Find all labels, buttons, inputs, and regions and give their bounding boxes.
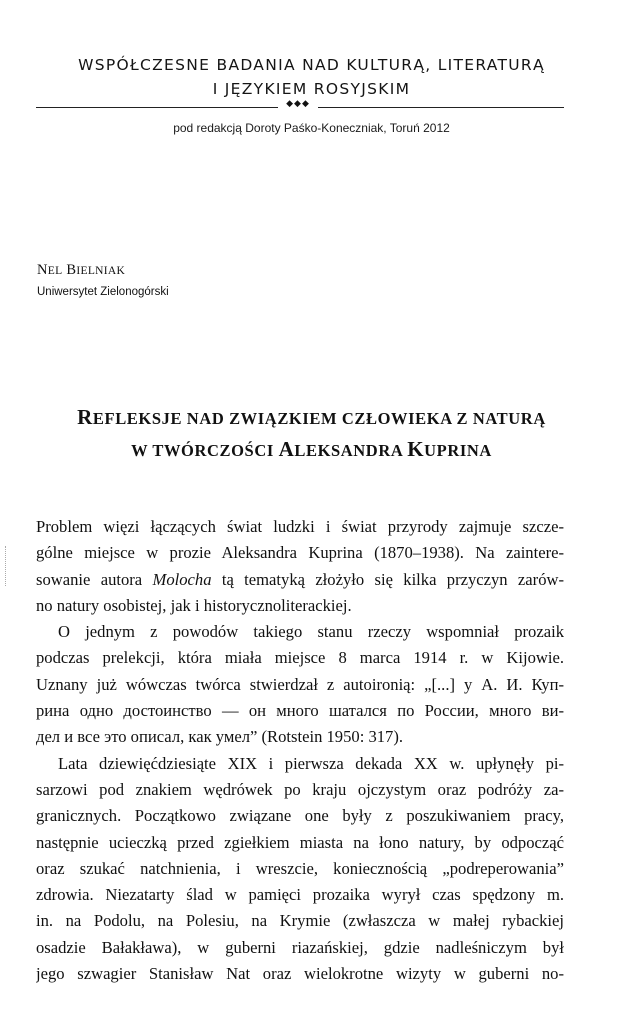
author-first-initial: N: [37, 262, 48, 278]
body-line: sarzowi pod znakiem wędrówek po kraju ojczystym oraz podróży za-: [36, 779, 564, 799]
body-line: рина одно достоинство — он много шатался по России, много ви-: [36, 701, 564, 721]
margin-mark: [5, 546, 9, 586]
body-line: no natury osobistej, jak i historycznoliterackiej.: [36, 595, 352, 615]
title-line-2-cap-1: A: [278, 437, 295, 461]
author-last-rest: IELNIAK: [76, 265, 126, 277]
header-ornament: ◆◆◆: [286, 99, 310, 109]
article-body: [36, 514, 564, 987]
title-line-2-text-2: UPRINA: [424, 441, 492, 460]
header-rule-left: [36, 107, 278, 108]
article-title-line-1: [0, 405, 623, 430]
body-line: дел и все это описал, как умел” (Rotstein 1950: 317).: [36, 727, 404, 747]
title-line-2-text-1: LEKSANDRA: [294, 441, 408, 460]
body-line: Uznany już wówczas twórca stwierdzał z autoironią: „[...] у А. И. Куп-: [36, 674, 564, 694]
body-line: Problem więzi łączących świat ludzki i świat przyrody zajmuje szcze-: [36, 517, 564, 536]
body-line: gólne miejsce w prozie Aleksandra Kuprina (1870–1938). Na zaintere-: [36, 543, 564, 563]
body-line: oraz szukać natchnienia, i wreszcie, koniecznością „podreperowania”: [36, 858, 564, 878]
body-line: następnie ucieczką przed zgiełkiem miasta na łono natury, by odpocząć: [36, 832, 564, 852]
title-line-1-cap-0: R: [77, 405, 93, 429]
title-line-2-cap-2: K: [407, 437, 425, 461]
body-line: jego szwagier Stanisław Nat oraz wielokrotne wizyty w guberni no-: [36, 964, 564, 984]
body-line: O jednym z powodów takiego stanu rzeczy wspomniał prozaik: [58, 622, 564, 642]
body-line: granicznych. Początkowo związane one były z poszukiwaniem pracy,: [36, 806, 564, 826]
author-affiliation: Uniwersytet Zielonogórski: [37, 286, 169, 298]
body-line: sowanie autora Molocha tą tematyką złożyło się kilka przyczyn zarów-: [36, 569, 564, 589]
header-rule-right: [318, 107, 564, 108]
author-last-initial: B: [66, 262, 77, 278]
title-line-2-text-0: W TWÓRCZOŚCI: [131, 441, 279, 460]
body-line: osadzie Bałakława), w guberni riazańskiej, gdzie nadleśniczym był: [36, 937, 564, 957]
author-first-rest: EL: [47, 265, 63, 277]
body-line: podczas prelekcji, która miała miejsce 8 marca 1914 r. w Kijowie.: [36, 648, 564, 668]
body-line: zdrowia. Niezatarty ślad w pamięci prozaika wyrył czas spędzony m.: [36, 885, 564, 905]
title-line-1-text-0: EFLEKSJE NAD ZWIĄZKIEM CZŁOWIEKA Z NATURĄ: [92, 409, 546, 428]
body-line: in. na Podolu, na Polesiu, na Krymie (zwłaszcza w małej rybackiej: [36, 911, 564, 931]
series-title-line-1: WSPÓŁCZESNE BADANIA NAD KULTURĄ, LITERATURĄ: [78, 56, 545, 74]
article-title-line-2: [0, 437, 623, 462]
series-title-line-2: I JĘZYKIEM ROSYJSKIM: [212, 80, 411, 98]
editor-line: pod redakcją Doroty Paśko-Koneczniak, Toruń 2012: [173, 121, 450, 135]
body-line: Lata dziewięćdziesiąte XIX i pierwsza dekada XX w. upłynęły pi-: [58, 753, 564, 773]
italic-title-molocha: Molocha: [152, 569, 212, 589]
author-name: [37, 262, 125, 279]
